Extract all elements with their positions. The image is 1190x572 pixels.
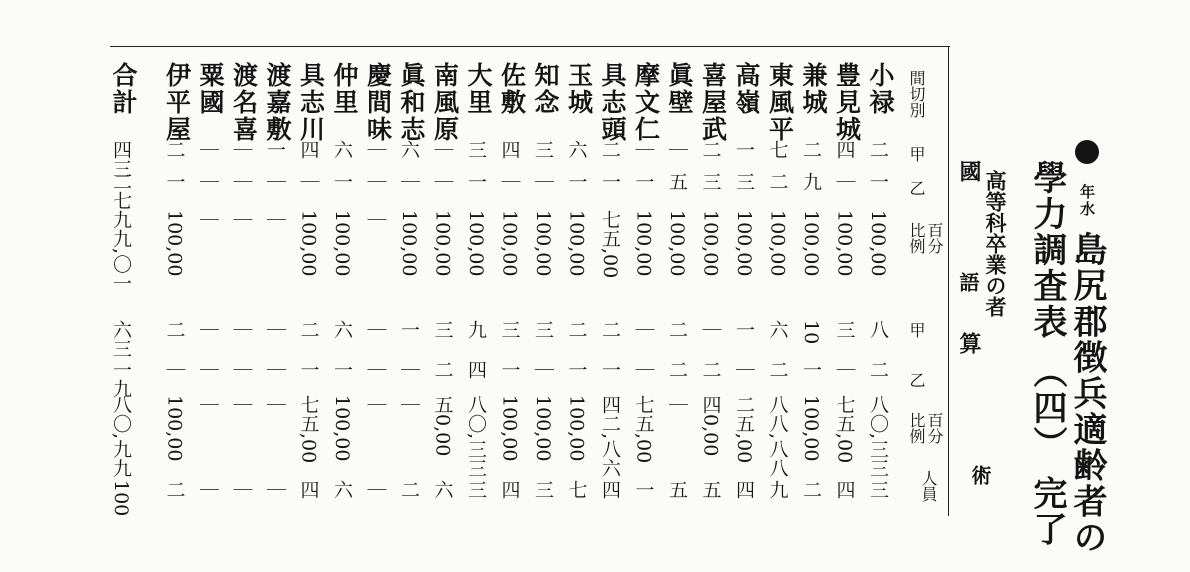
row-name: 渡名喜 — [229, 62, 259, 143]
cell-s-otsu: ｜ — [833, 360, 856, 379]
cell-k-pct: 100,00 — [465, 210, 487, 277]
cell-k-kou: ｜ — [197, 140, 219, 159]
cell-k-otsu: ｜ — [532, 172, 554, 191]
header-sanjutsu: 算 — [956, 332, 982, 354]
cell-k-kou: 一 — [733, 140, 755, 159]
cell-people: ｜ — [364, 480, 387, 499]
cell-s-otsu: ｜ — [197, 360, 219, 379]
row-name: 豊見城 — [832, 62, 862, 143]
cell-k-otsu: ｜ — [398, 172, 420, 191]
cell-s-kou: ｜ — [632, 320, 655, 339]
cell-people: 四 — [599, 480, 621, 499]
cell-s-kou: 三 — [833, 320, 856, 339]
row-name: 兼城 — [799, 62, 828, 116]
cell-s-pct: 七五,00 — [632, 395, 655, 464]
cell-k-kou: ｜ — [431, 140, 454, 159]
cell-people: ｜ — [230, 480, 253, 499]
cell-k-pct: 100,00 — [766, 210, 789, 277]
cell-k-otsu: ｜ — [197, 172, 219, 191]
cell-k-otsu: 九 — [800, 172, 822, 191]
cell-people: 七 — [565, 480, 588, 499]
cell-people: 五 — [666, 480, 688, 499]
cell-k-pct: ｜ — [364, 210, 387, 229]
row-name: 慶間味 — [363, 62, 393, 143]
cell-k-otsu: 一 — [465, 172, 487, 191]
cell-k-kou: 六 — [398, 140, 420, 159]
cell-s-kou: 三 — [532, 320, 554, 339]
cell-s-pct: ｜ — [264, 395, 286, 414]
cell-s-otsu: 二 — [431, 360, 454, 379]
cell-people: 四 — [833, 480, 856, 499]
cell-s-kou: 八 — [867, 320, 889, 339]
cell-s-kou: 二 — [666, 320, 688, 339]
cell-s-otsu: ｜ — [733, 360, 755, 379]
row-name: 具志川 — [296, 62, 326, 143]
cell-k-kou: ｜ — [632, 140, 655, 159]
cell-s-pct: 四0,00 — [699, 395, 722, 457]
cell-people: 五 — [699, 480, 722, 499]
cell-s-otsu: 二 — [699, 360, 722, 379]
cell-s-pct: 二五,00 — [733, 395, 755, 464]
cell-k-pct: 100,00 — [800, 210, 822, 277]
cell-s-kou: 六 — [331, 320, 353, 339]
cell-s-pct: 七五,00 — [297, 395, 320, 464]
cell-s-otsu: 四 — [465, 360, 487, 379]
cell-s-kou: 一 — [733, 320, 755, 339]
cell-people: 四 — [498, 480, 521, 499]
subtitle: 高等科卒業の者 — [983, 170, 1008, 317]
row-name: 大里 — [464, 62, 493, 116]
cell-k-otsu: 二 — [766, 172, 789, 191]
header-row-label: 間切別 — [907, 70, 926, 118]
cell-s-otsu: 一 — [599, 360, 621, 379]
cell-k-otsu: 一 — [632, 172, 655, 191]
cell-s-pct: 八〇,九九 — [110, 395, 132, 478]
header-kokugo-pct: 百分 — [925, 222, 944, 254]
cell-k-pct: 100,00 — [431, 210, 454, 277]
title-main: 島尻郡徴兵適齢者の — [1067, 231, 1107, 556]
cell-s-kou: 二 — [565, 320, 588, 339]
cell-people: ｜ — [264, 480, 286, 499]
cell-k-pct: 100,00 — [632, 210, 655, 277]
cell-s-pct: 八八,八八 — [766, 395, 789, 478]
cell-s-kou: 六 — [766, 320, 789, 339]
cell-people: 六 — [431, 480, 454, 499]
cell-s-otsu: 二 — [766, 360, 789, 379]
cell-s-pct: 100,00 — [498, 395, 521, 462]
cell-s-otsu: ｜ — [632, 360, 655, 379]
cell-people: 一 — [632, 480, 655, 499]
cell-s-pct: 100,00 — [331, 395, 353, 462]
row-name: 合計 — [109, 62, 138, 116]
header-kokugo-ratio: 比例 — [907, 222, 926, 254]
cell-k-pct: ｜ — [197, 210, 219, 229]
cell-people: ｜ — [197, 480, 219, 499]
page-title-second — [1027, 160, 1067, 548]
cell-k-kou: 三 — [465, 140, 487, 159]
cell-k-otsu: ｜ — [230, 172, 253, 191]
header-sanjutsu-ratio: 比例 — [907, 412, 926, 444]
cell-k-otsu: 三 — [733, 172, 755, 191]
cell-k-kou: 七 — [766, 140, 789, 159]
cell-s-kou: 三 — [498, 320, 521, 339]
cell-k-pct: 七五,00 — [599, 210, 621, 279]
cell-s-otsu: 一 — [331, 360, 353, 379]
row-name: 佐敷 — [497, 62, 527, 116]
row-name: 摩文仁 — [631, 62, 661, 143]
cell-s-pct: 八〇,三三 — [867, 395, 889, 478]
cell-s-otsu: ｜ — [230, 360, 253, 379]
cell-k-pct: ｜ — [264, 210, 286, 229]
cell-k-kou: 四三 — [110, 140, 132, 178]
row-name: 伊平屋 — [162, 62, 192, 143]
cell-s-kou: ｜ — [364, 320, 387, 339]
header-sanjutsu-kou: 甲 — [907, 322, 926, 338]
cell-k-otsu: 一 — [599, 172, 621, 191]
cell-s-kou: 九 — [465, 320, 487, 339]
cell-k-pct: 100,00 — [867, 210, 889, 277]
header-kokugo: 國 — [956, 160, 982, 182]
cell-k-kou: 四 — [498, 140, 521, 159]
cell-s-otsu: ｜ — [398, 360, 420, 379]
cell-k-otsu: 三 — [699, 172, 722, 191]
cell-s-kou: ｜ — [264, 320, 286, 339]
cell-k-pct: 100,00 — [666, 210, 688, 277]
cell-k-otsu: ｜ — [498, 172, 521, 191]
cell-k-otsu: ｜ — [297, 172, 320, 191]
cell-s-pct: 四二,八六 — [599, 395, 621, 478]
cell-k-otsu: 一 — [331, 172, 353, 191]
row-name: 高嶺 — [732, 62, 761, 116]
cell-s-pct: 100,00 — [532, 395, 554, 462]
row-name: 仲里 — [330, 62, 359, 116]
cell-s-kou: 二 — [599, 320, 621, 339]
cell-k-pct: ｜ — [230, 210, 253, 229]
cell-s-kou: ｜ — [699, 320, 722, 339]
cell-k-kou: ｜ — [364, 140, 387, 159]
title-second: 學力調査表 — [1027, 160, 1067, 340]
row-name: 小禄 — [866, 62, 895, 116]
cell-k-otsu: 五 — [666, 172, 688, 191]
row-name: 知念 — [531, 62, 560, 116]
cell-s-pct: ｜ — [364, 395, 387, 414]
cell-s-otsu: ｜ — [364, 360, 387, 379]
cell-k-pct: 100,00 — [398, 210, 420, 277]
cell-s-pct: 七五,00 — [833, 395, 856, 464]
cell-s-pct: ｜ — [666, 395, 688, 414]
row-name: 東風平 — [765, 62, 795, 143]
cell-k-kou: 六 — [565, 140, 588, 159]
row-name: 喜屋武 — [698, 62, 728, 143]
cell-people: 四 — [733, 480, 755, 499]
row-name: 渡嘉敷 — [263, 62, 292, 143]
cell-s-kou: ｜ — [197, 320, 219, 339]
cell-k-pct: 100,00 — [699, 210, 722, 277]
cell-s-kou: 二 — [163, 320, 186, 339]
cell-people: 四 — [297, 480, 320, 499]
cell-s-otsu: 二 — [666, 360, 688, 379]
cell-k-kou: 二 — [699, 140, 722, 159]
cell-k-kou: 二 — [599, 140, 621, 159]
cell-k-kou: 四 — [833, 140, 856, 159]
cell-k-pct: 九九,〇一 — [110, 210, 132, 293]
header-divider — [948, 46, 949, 516]
title-part: （四） — [1027, 353, 1067, 462]
cell-s-pct: 100,00 — [800, 395, 822, 462]
cell-s-otsu: ｜ — [264, 360, 286, 379]
cell-s-otsu: 一 — [297, 360, 320, 379]
cell-s-otsu: ｜ — [532, 360, 554, 379]
cell-k-otsu: 一 — [867, 172, 889, 191]
cell-k-pct: 100,00 — [331, 210, 353, 277]
cell-k-kou: 一 — [264, 140, 286, 159]
cell-k-pct: 100,00 — [498, 210, 521, 277]
cell-people: 100 — [110, 480, 132, 517]
header-sanjutsu-otsu: 乙 — [907, 372, 926, 388]
cell-people: 六 — [331, 480, 353, 499]
cell-k-otsu: ｜ — [431, 172, 454, 191]
header-kokugo-kou: 甲 — [907, 146, 926, 162]
cell-s-pct: 八〇,三三 — [465, 395, 487, 478]
header-jutsu: 術 — [968, 465, 992, 485]
row-name: 眞壁 — [665, 62, 694, 116]
cell-k-kou: 二 — [163, 140, 186, 159]
cell-s-pct: ｜ — [230, 395, 253, 414]
cell-k-otsu: 一 — [163, 172, 186, 191]
cell-s-pct: 五0,00 — [431, 395, 454, 457]
cell-s-kou: 10 — [800, 320, 822, 345]
cell-s-kou: ｜ — [230, 320, 253, 339]
cell-s-pct: ｜ — [398, 395, 420, 414]
cell-people: 三 — [532, 480, 554, 499]
cell-k-kou: 四 — [297, 140, 320, 159]
row-name: 南風原 — [430, 62, 460, 143]
cell-k-kou: ｜ — [666, 140, 688, 159]
cell-k-kou: 六 — [331, 140, 353, 159]
header-kokugo-otsu: 乙 — [907, 180, 926, 196]
cell-k-kou: 二 — [867, 140, 889, 159]
title-complete: 完了 — [1027, 475, 1067, 548]
cell-k-kou: 二 — [800, 140, 822, 159]
cell-people: 九 — [766, 480, 789, 499]
cell-s-otsu: 一九 — [110, 360, 132, 398]
cell-k-pct: 100,00 — [532, 210, 554, 277]
cell-k-kou: ｜ — [230, 140, 253, 159]
cell-s-otsu: 一 — [800, 360, 822, 379]
cell-k-pct: 100,00 — [297, 210, 320, 277]
cell-s-otsu: 二 — [867, 360, 889, 379]
cell-k-pct: 100,00 — [163, 210, 186, 277]
cell-s-pct: 100,00 — [565, 395, 588, 462]
title-prefix: 年水 — [1078, 183, 1096, 218]
cell-people: 二 — [398, 480, 420, 499]
header-people: 人員 — [919, 470, 938, 502]
cell-s-kou: 六三 — [110, 320, 132, 358]
header-go: 語 — [956, 272, 980, 292]
row-name: 具志頭 — [598, 62, 627, 143]
cell-k-otsu: ｜ — [364, 172, 387, 191]
cell-k-pct: 100,00 — [565, 210, 588, 277]
cell-s-kou: 三 — [431, 320, 454, 339]
cell-s-kou: 二 — [297, 320, 320, 339]
cell-s-kou: 一 — [398, 320, 420, 339]
cell-s-otsu: 一 — [565, 360, 588, 379]
cell-people: 二 — [163, 480, 186, 499]
cell-people: 二 — [800, 480, 822, 499]
row-name: 粟國 — [196, 62, 225, 116]
cell-people: 三 — [867, 480, 889, 499]
page-title — [1067, 140, 1107, 556]
cell-s-otsu: 一 — [498, 360, 521, 379]
cell-k-pct: 100,00 — [833, 210, 856, 277]
cell-s-otsu: ｜ — [163, 360, 186, 379]
cell-k-kou: 三 — [532, 140, 554, 159]
header-sanjutsu-pct: 百分 — [925, 412, 944, 444]
cell-s-pct: ｜ — [197, 395, 219, 414]
cell-k-pct: 100,00 — [733, 210, 755, 277]
cell-k-otsu: 一 — [565, 172, 588, 191]
cell-k-otsu: ｜ — [833, 172, 856, 191]
row-name: 玉城 — [564, 62, 594, 116]
cell-k-otsu: 二七 — [110, 172, 132, 210]
top-rule — [110, 46, 950, 47]
cell-k-otsu: ｜ — [264, 172, 286, 191]
cell-people: 三 — [465, 480, 487, 499]
bullet-icon — [1075, 140, 1099, 164]
cell-s-pct: 100,00 — [163, 395, 186, 462]
row-name: 眞和志 — [397, 62, 426, 143]
